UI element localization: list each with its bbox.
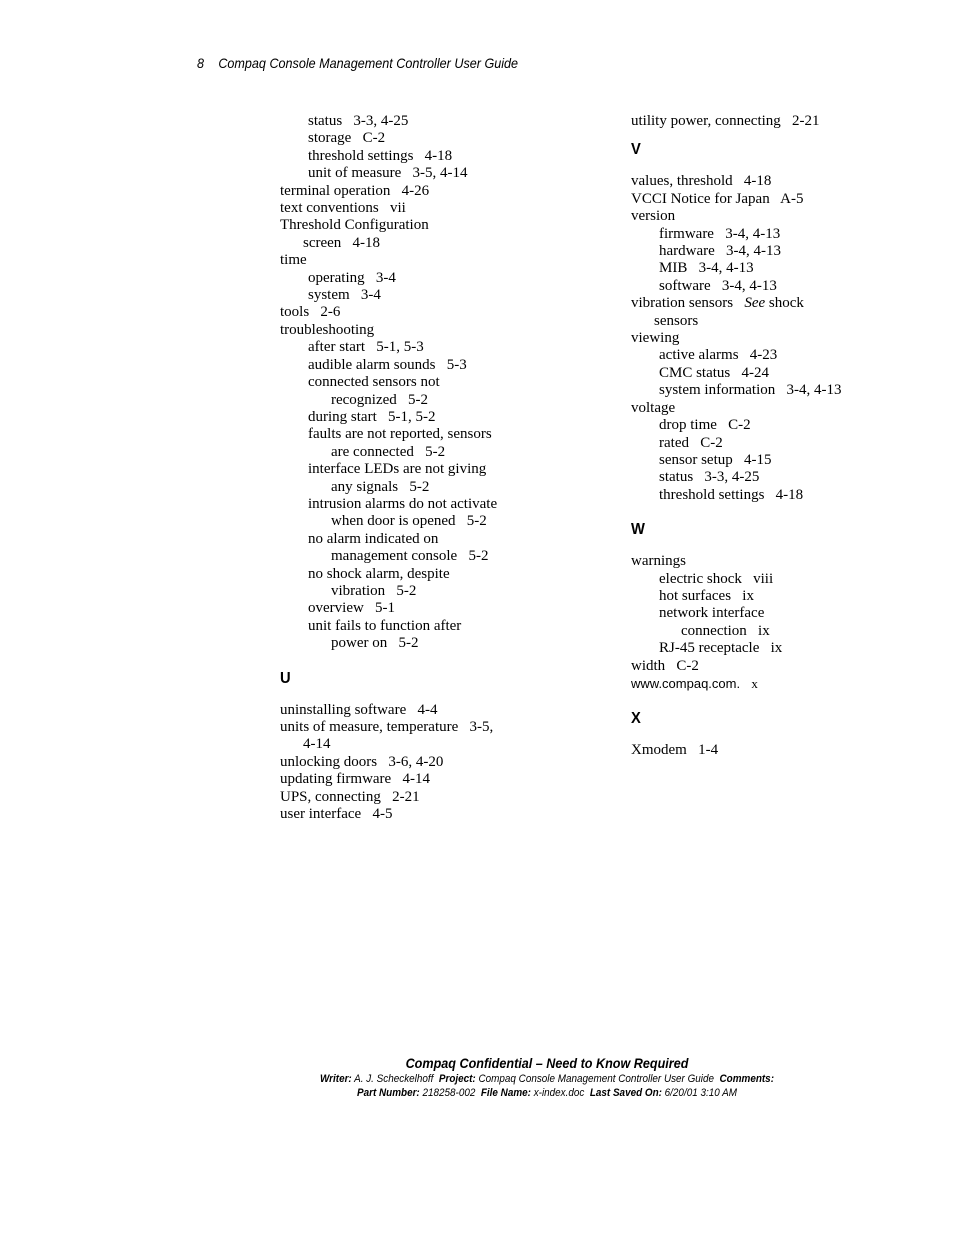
index-section-letter: W <box>631 521 645 539</box>
index-subentry: power on 5-2 <box>331 635 419 652</box>
index-entry: terminal operation 4-26 <box>280 182 430 199</box>
index-subentry: threshold settings 4-18 <box>659 486 804 503</box>
index-subentry: active alarms 4-23 <box>659 347 778 364</box>
index-subentry: unit of measure 3-5, 4-14 <box>308 165 468 182</box>
index-subentry: hot surfaces ix <box>659 587 754 604</box>
index-subentry: sensor setup 4-15 <box>659 451 772 468</box>
index-entry-text: vibration sensors <box>631 295 745 312</box>
see-target: shock <box>765 295 804 312</box>
index-entry: version <box>631 208 676 225</box>
index-subentry: faults are not reported, sensors <box>308 426 492 443</box>
index-subentry: connection ix <box>681 622 770 639</box>
index-entry: Xmodem 1-4 <box>631 742 719 759</box>
index-subentry: drop time C-2 <box>659 417 751 434</box>
index-entry: units of measure, temperature 3-5, <box>280 719 494 735</box>
file-name-value: x-index.doc <box>533 1087 585 1099</box>
index-subentry: management console 5-2 <box>331 548 489 565</box>
index-entry: width C-2 <box>631 657 699 674</box>
index-subentry: audible alarm sounds 5-3 <box>308 356 467 373</box>
index-subentry: unit fails to function after <box>308 617 462 634</box>
index-subentry: software 3-4, 4-13 <box>659 277 777 294</box>
index-subentry: no shock alarm, despite <box>308 565 450 582</box>
index-subentry: threshold settings 4-18 <box>308 147 453 164</box>
index-subentry: operating 3-4 <box>308 269 396 286</box>
index-subentry: overview 5-1 <box>308 600 396 617</box>
index-subentry: 4-14 <box>303 736 331 753</box>
index-subentry: no alarm indicated on <box>308 530 439 547</box>
index-subentry: network interface <box>659 605 765 622</box>
index-entry: viewing <box>631 330 680 347</box>
index-entry: troubleshooting <box>280 321 375 338</box>
index-subentry: during start 5-1, 5-2 <box>308 408 436 425</box>
index-column-right <box>631 113 931 760</box>
index-entry: Threshold Configuration <box>280 217 429 234</box>
index-entry <box>631 675 931 693</box>
index-entry <box>631 295 931 312</box>
index-entry: VCCI Notice for Japan A-5 <box>631 190 804 207</box>
index-subentry: any signals 5-2 <box>331 478 430 495</box>
index-subentry: hardware 3-4, 4-13 <box>659 243 782 260</box>
index-subentry: system information 3-4, 4-13 <box>659 382 842 399</box>
index-subentry: intrusion alarms do not activate <box>308 495 498 512</box>
footer-confidential: Compaq Confidential – Need to Know Required <box>405 1055 689 1071</box>
index-section-letter: V <box>631 141 641 159</box>
index-subentry: are connected 5-2 <box>331 443 446 460</box>
index-entry: time <box>280 252 307 269</box>
index-subentry: CMC status 4-24 <box>659 364 770 381</box>
part-number-label: Part Number: <box>357 1087 420 1099</box>
index-section-letter: U <box>280 669 291 687</box>
footer-writer-line <box>55 1073 954 1085</box>
index-page-ref: x <box>751 675 758 691</box>
index-subentry: status 3-3, 4-25 <box>659 469 760 486</box>
index-subentry: screen 4-18 <box>303 234 381 251</box>
spacer <box>740 676 751 692</box>
index-entry: uninstalling software 4-4 <box>280 701 438 718</box>
last-saved-value: 6/20/01 3:10 AM <box>664 1087 737 1099</box>
project-value: Compaq Console Management Controller User Guide <box>478 1073 715 1085</box>
index-entry: utility power, connecting 2-21 <box>631 113 820 129</box>
index-entry: text conventions vii <box>280 200 406 217</box>
index-entry: UPS, connecting 2-21 <box>280 788 420 805</box>
last-saved-label: Last Saved On: <box>589 1087 662 1099</box>
writer-value: A. J. Scheckelhoff <box>354 1073 434 1085</box>
index-subentry: system 3-4 <box>308 287 381 304</box>
index-entry: warnings <box>631 553 686 570</box>
running-header-title: Compaq Console Management Controller User Guide <box>218 55 519 71</box>
project-label: Project: <box>438 1073 476 1085</box>
index-subentry: rated C-2 <box>659 434 723 451</box>
index-entry: voltage <box>631 399 676 416</box>
index-entry: user interface 4-5 <box>280 806 393 823</box>
file-name-label: File Name: <box>480 1087 531 1099</box>
index-subentry: interface LEDs are not giving <box>308 461 487 478</box>
running-header <box>197 55 518 71</box>
footer-part-line <box>55 1087 954 1099</box>
index-section-letter: X <box>631 710 641 728</box>
page-number: 8 <box>197 55 205 71</box>
index-url: www.compaq.com. <box>631 675 741 691</box>
index-subentry: vibration 5-2 <box>331 582 417 599</box>
see-reference: See <box>744 295 766 312</box>
comments-label: Comments: <box>719 1073 774 1085</box>
index-subentry: MIB 3-4, 4-13 <box>659 260 754 277</box>
writer-label: Writer: <box>320 1073 352 1085</box>
index-entry: tools 2-6 <box>280 304 341 321</box>
index-subentry: electric shock viii <box>659 570 774 587</box>
index-column-left <box>280 113 580 823</box>
index-subentry: firmware 3-4, 4-13 <box>659 225 781 242</box>
index-entry: updating firmware 4-14 <box>280 771 430 788</box>
index-subentry: sensors <box>654 312 699 329</box>
index-entry: unlocking doors 3-6, 4-20 <box>280 753 444 770</box>
index-subentry: storage C-2 <box>308 130 386 147</box>
index-subentry: RJ-45 receptacle ix <box>659 640 783 657</box>
index-subentry: when door is opened 5-2 <box>331 513 487 530</box>
index-subentry: after start 5-1, 5-3 <box>308 339 424 356</box>
index-subentry: status 3-3, 4-25 <box>308 113 409 129</box>
index-entry: values, threshold 4-18 <box>631 173 772 190</box>
index-subentry: recognized 5-2 <box>331 391 429 408</box>
index-subentry: connected sensors not <box>308 374 440 391</box>
part-number-value: 218258-002 <box>422 1087 476 1099</box>
